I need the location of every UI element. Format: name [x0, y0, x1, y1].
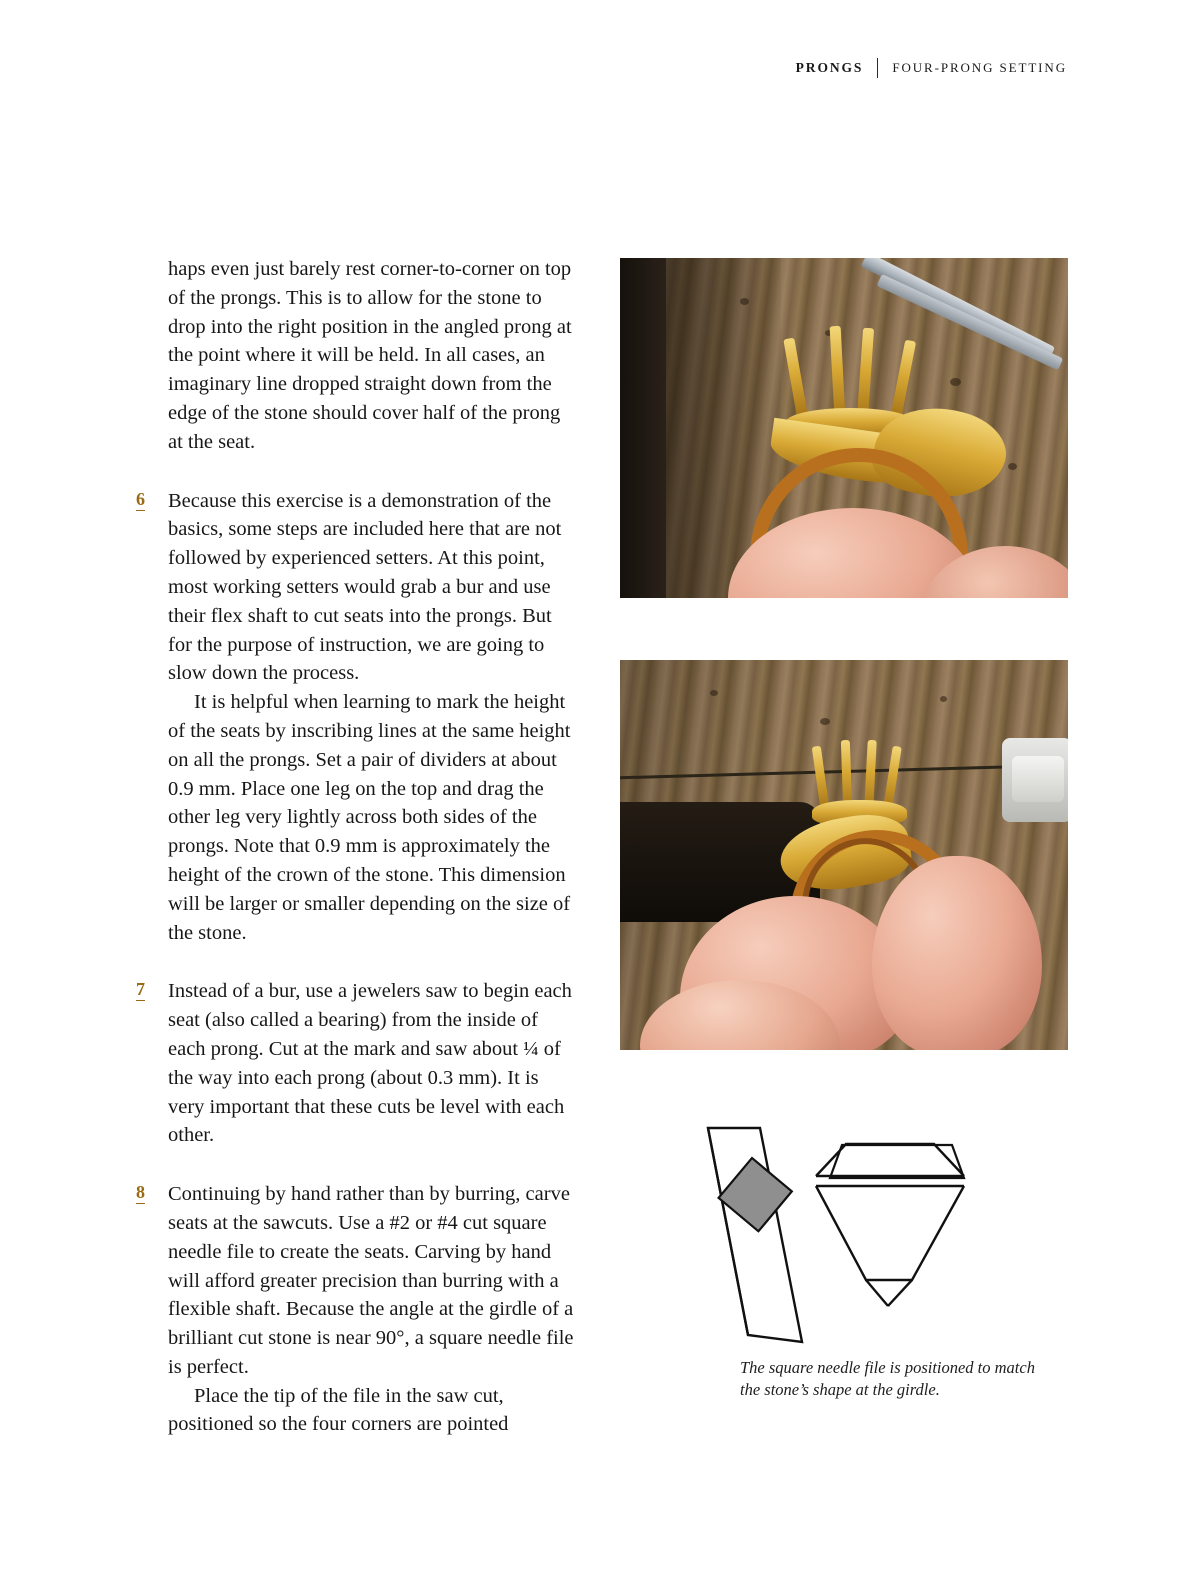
photo-ring-in-fingers-with-wire	[620, 660, 1068, 1050]
stone-crown-outline	[830, 1145, 964, 1178]
diagram-square-file-and-stone	[620, 1120, 1068, 1350]
photo-ring-with-tweezers	[620, 258, 1068, 598]
running-header	[796, 58, 1067, 78]
paragraph-step-7	[136, 977, 580, 1150]
body-text-column	[136, 255, 580, 1439]
header-section-label: PRONGS	[795, 60, 864, 75]
header-divider	[877, 58, 878, 78]
figure-column	[620, 258, 1068, 1050]
paragraph-text: Instead of a bur, use a jewelers saw to begin each seat (also called a bearing) from the inside of each prong. Cut at the mark and saw about ¼ of the way into each prong (about 0.3 mm). It is very important that these cuts be level with each other.	[168, 980, 572, 1147]
paragraph-text-second: It is helpful when learning to mark the height of the seats by inscribing lines at the same height on all the prongs. Set a pair of dividers at about 0.9 mm. Place one leg on the top and drag the other leg very lightly across both sides of the prongs. Note that 0.9 mm is approximately the height of the crown of the stone. This dimension will be larger or smaller depending on the size of the stone.	[168, 691, 571, 944]
file-cross-section-square	[719, 1158, 792, 1231]
paragraph-text: haps even just barely rest corner-to-corner on top of the prongs. This is to allow for the stone to drop into the right position in the angled prong at the point where it will be held. In all cases, an imaginary line dropped straight down from the edge of the stone should cover half of the prong at the seat.	[168, 258, 572, 453]
paragraph-step-6	[136, 487, 580, 948]
header-subsection-label: FOUR-PRONG SETTING	[892, 60, 1067, 75]
paragraph-text: Because this exercise is a demonstration of the basics, some steps are included here that are not followed by experienced setters. At this point, most working setters would grab a bur and use their flex shaft to cut seats into the prongs. But for the purpose of instruction, we are going to slow down the process.	[168, 489, 562, 685]
paragraph-step-8	[136, 1180, 580, 1439]
diagram-svg	[620, 1120, 1068, 1350]
brilliant-cut-stone	[816, 1144, 964, 1306]
step-number-7: 7	[136, 979, 145, 1000]
paragraph-text-second: Place the tip of the file in the saw cut, positioned so the four corners are pointed	[168, 1384, 509, 1436]
paragraph-continued	[168, 255, 580, 457]
paragraph-text: Continuing by hand rather than by burring, carve seats at the sawcuts. Use a #2 or #4 cut square needle file to create the seats. Carving by hand will afford greater precision than burring with a flexible shaft. Because the angle at the girdle of a brilliant cut stone is near 90°, a square needle file is perfect.	[168, 1183, 574, 1378]
needle-file-edge-line	[708, 1128, 748, 1335]
step-number-6: 6	[136, 488, 145, 509]
step-number-8: 8	[136, 1182, 145, 1203]
figure-caption: The square needle file is positioned to match the stone’s shape at the girdle.	[740, 1358, 1035, 1399]
